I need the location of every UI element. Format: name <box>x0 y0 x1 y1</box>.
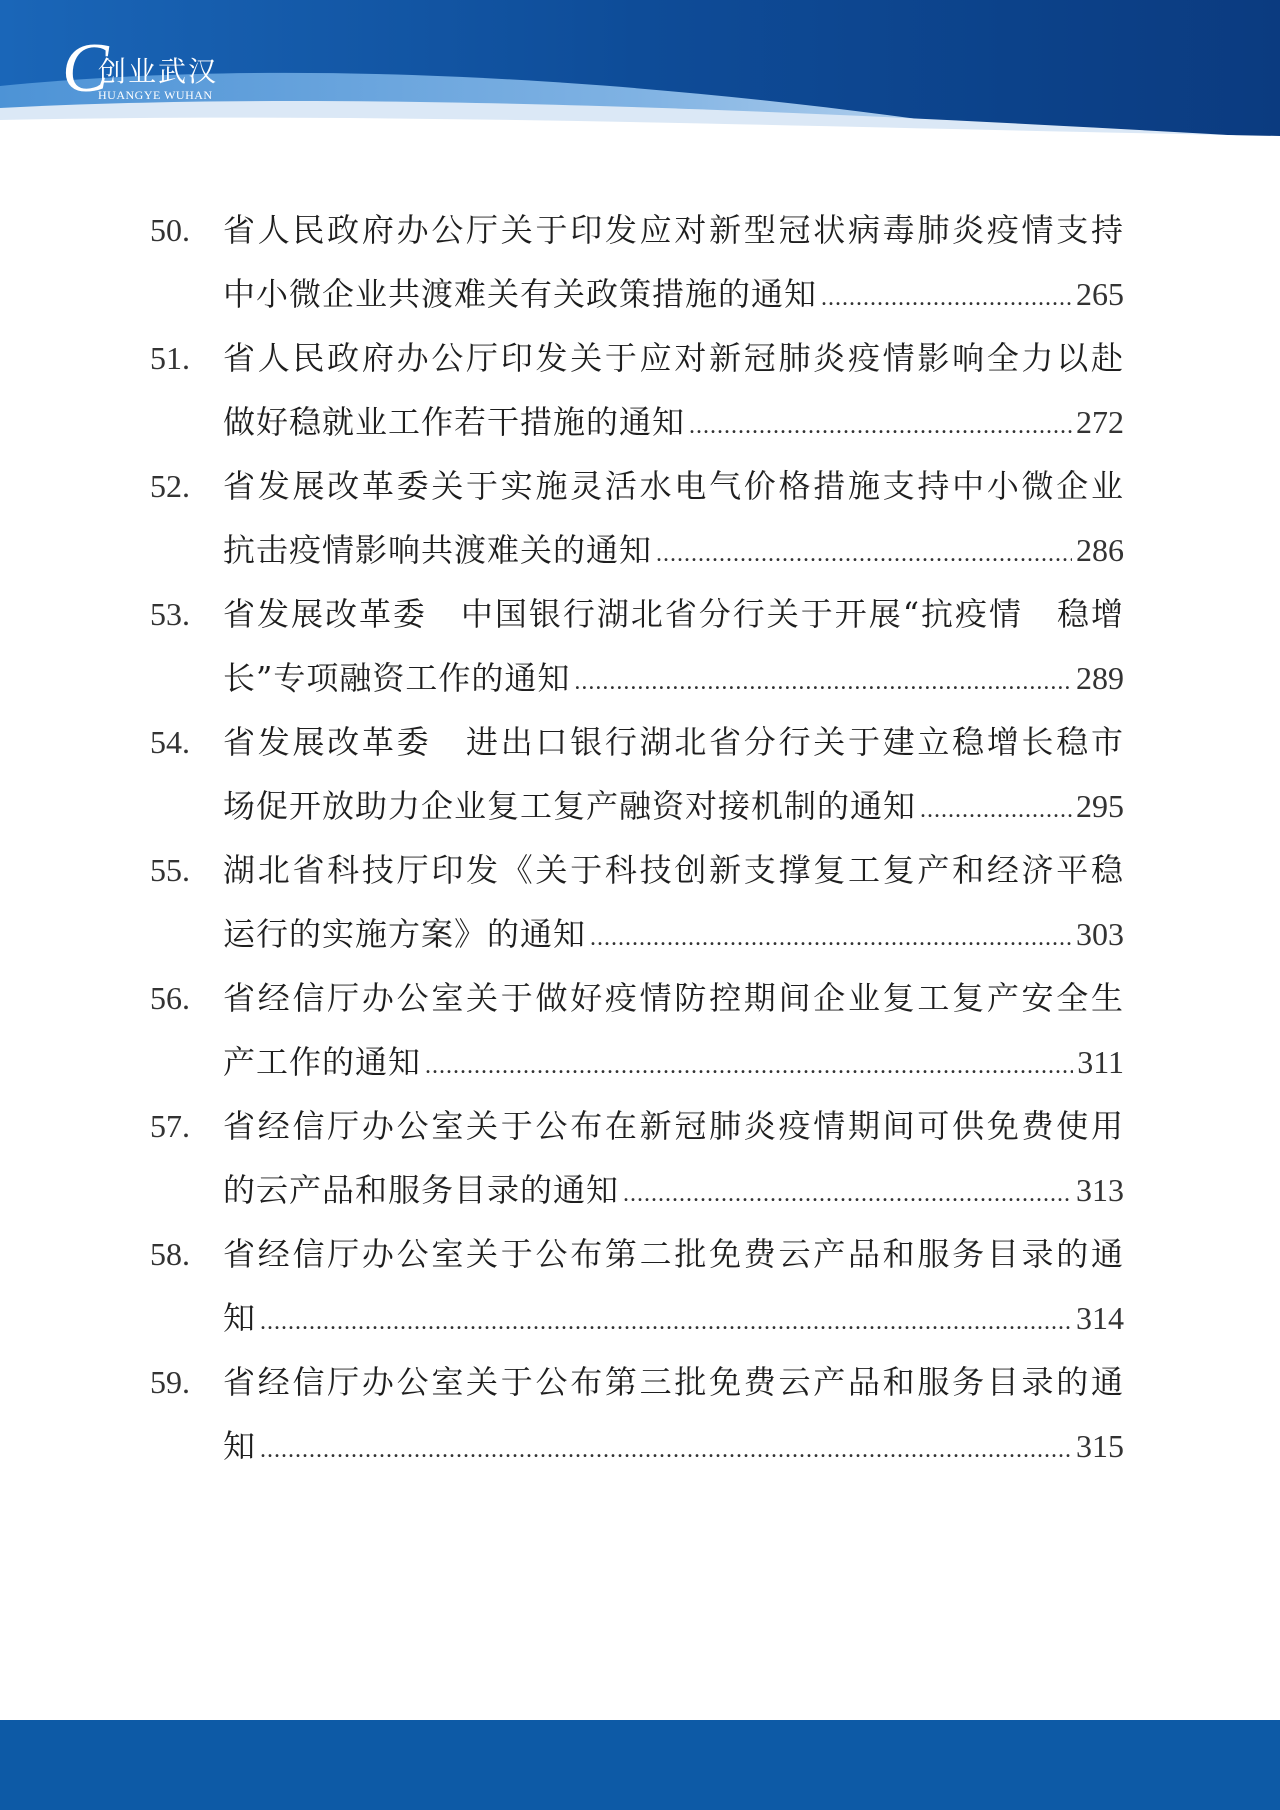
toc-entry-page: 303 <box>1076 916 1124 952</box>
toc-entry-title-line1: 省发展改革委关于实施灵活水电气价格措施支持中小微企业 <box>223 467 1124 505</box>
toc-entry-title-line2: 场促开放助力企业复工复产融资对接机制的通知 <box>223 787 917 825</box>
toc-entry-number: 50. <box>150 212 190 248</box>
toc-entry-number: 52. <box>150 468 190 504</box>
toc-entry-number: 54. <box>150 724 190 760</box>
toc-entry[interactable] <box>150 966 1130 1094</box>
dot-leader <box>821 266 1072 330</box>
logo-initial: C <box>62 30 109 107</box>
dot-leader <box>574 650 1072 714</box>
toc-entry-title-line1: 省人民政府办公厅关于印发应对新型冠状病毒肺炎疫情支持 <box>223 211 1124 249</box>
dot-leader <box>260 1290 1072 1354</box>
toc-entry-number: 58. <box>150 1236 190 1272</box>
toc-entry[interactable] <box>150 326 1130 454</box>
logo-chinese-name: 创业武汉 <box>98 55 219 88</box>
toc-entry-title-line1: 省经信厅办公室关于公布第二批免费云产品和服务目录的通 <box>223 1235 1124 1273</box>
toc-entry-title-line2: 长”专项融资工作的通知 <box>223 659 571 697</box>
toc-entry-page: 314 <box>1076 1300 1124 1336</box>
page-footer-bar <box>0 1720 1280 1810</box>
toc-entry[interactable] <box>150 1222 1130 1350</box>
toc-entry-title-line1: 省发展改革委 进出口银行湖北省分行关于建立稳增长稳市 <box>223 723 1124 761</box>
toc-entry-title-line2: 做好稳就业工作若干措施的通知 <box>223 403 686 441</box>
toc-entry-title-line2: 的云产品和服务目录的通知 <box>223 1171 620 1209</box>
toc-entry[interactable] <box>150 198 1130 326</box>
toc-entry-title-line2: 中小微企业共渡难关有关政策措施的通知 <box>223 275 818 313</box>
toc-entry-title-line1: 省经信厅办公室关于公布在新冠肺炎疫情期间可供免费使用 <box>223 1107 1124 1145</box>
toc-entry-title-line2: 运行的实施方案》的通知 <box>223 915 587 953</box>
dot-leader <box>425 1034 1073 1098</box>
toc-entry-title-line2: 知 <box>223 1299 257 1337</box>
dot-leader <box>920 778 1072 842</box>
dot-leader <box>623 1162 1072 1226</box>
toc-entry-title-line1: 省经信厅办公室关于做好疫情防控期间企业复工复产安全生 <box>223 979 1124 1017</box>
toc-entry-page: 265 <box>1076 276 1124 312</box>
toc-entry[interactable] <box>150 582 1130 710</box>
toc-entry-title-line1: 省经信厅办公室关于公布第三批免费云产品和服务目录的通 <box>223 1363 1124 1401</box>
dot-leader <box>590 906 1072 970</box>
toc-entry-page: 289 <box>1076 660 1124 696</box>
toc-entry-number: 53. <box>150 596 190 632</box>
toc-entry[interactable] <box>150 1350 1130 1478</box>
toc-entry-page: 272 <box>1076 404 1124 440</box>
toc-entry-number: 57. <box>150 1108 190 1144</box>
page-header-banner <box>0 0 1280 140</box>
toc-entry-title-line1: 湖北省科技厅印发《关于科技创新支撑复工复产和经济平稳 <box>223 851 1124 889</box>
toc-entry-page: 315 <box>1076 1428 1124 1464</box>
toc-entry-title-line1: 省发展改革委 中国银行湖北省分行关于开展“抗疫情 稳增 <box>223 595 1124 633</box>
logo-english-name: HUANGYE WUHAN <box>98 88 213 102</box>
toc-entry-page: 313 <box>1076 1172 1124 1208</box>
brand-logo <box>62 30 242 108</box>
toc-entry-title-line2: 产工作的通知 <box>223 1043 422 1081</box>
toc-entry-number: 55. <box>150 852 190 888</box>
toc-entry[interactable] <box>150 1094 1130 1222</box>
dot-leader <box>656 522 1072 586</box>
toc-entry-title-line2: 抗击疫情影响共渡难关的通知 <box>223 531 653 569</box>
toc-entry-number: 51. <box>150 340 190 376</box>
dot-leader <box>689 394 1072 458</box>
toc-entry-page: 295 <box>1076 788 1124 824</box>
toc-entry-title-line2: 知 <box>223 1427 257 1465</box>
toc-entry-page: 286 <box>1076 532 1124 568</box>
toc-entry-page: 311 <box>1077 1044 1124 1080</box>
table-of-contents <box>150 198 1130 1478</box>
toc-entry-number: 59. <box>150 1364 190 1400</box>
dot-leader <box>260 1418 1072 1482</box>
toc-entry-title-line1: 省人民政府办公厅印发关于应对新冠肺炎疫情影响全力以赴 <box>223 339 1124 377</box>
toc-entry-number: 56. <box>150 980 190 1016</box>
toc-entry[interactable] <box>150 838 1130 966</box>
toc-entry[interactable] <box>150 454 1130 582</box>
toc-entry[interactable] <box>150 710 1130 838</box>
